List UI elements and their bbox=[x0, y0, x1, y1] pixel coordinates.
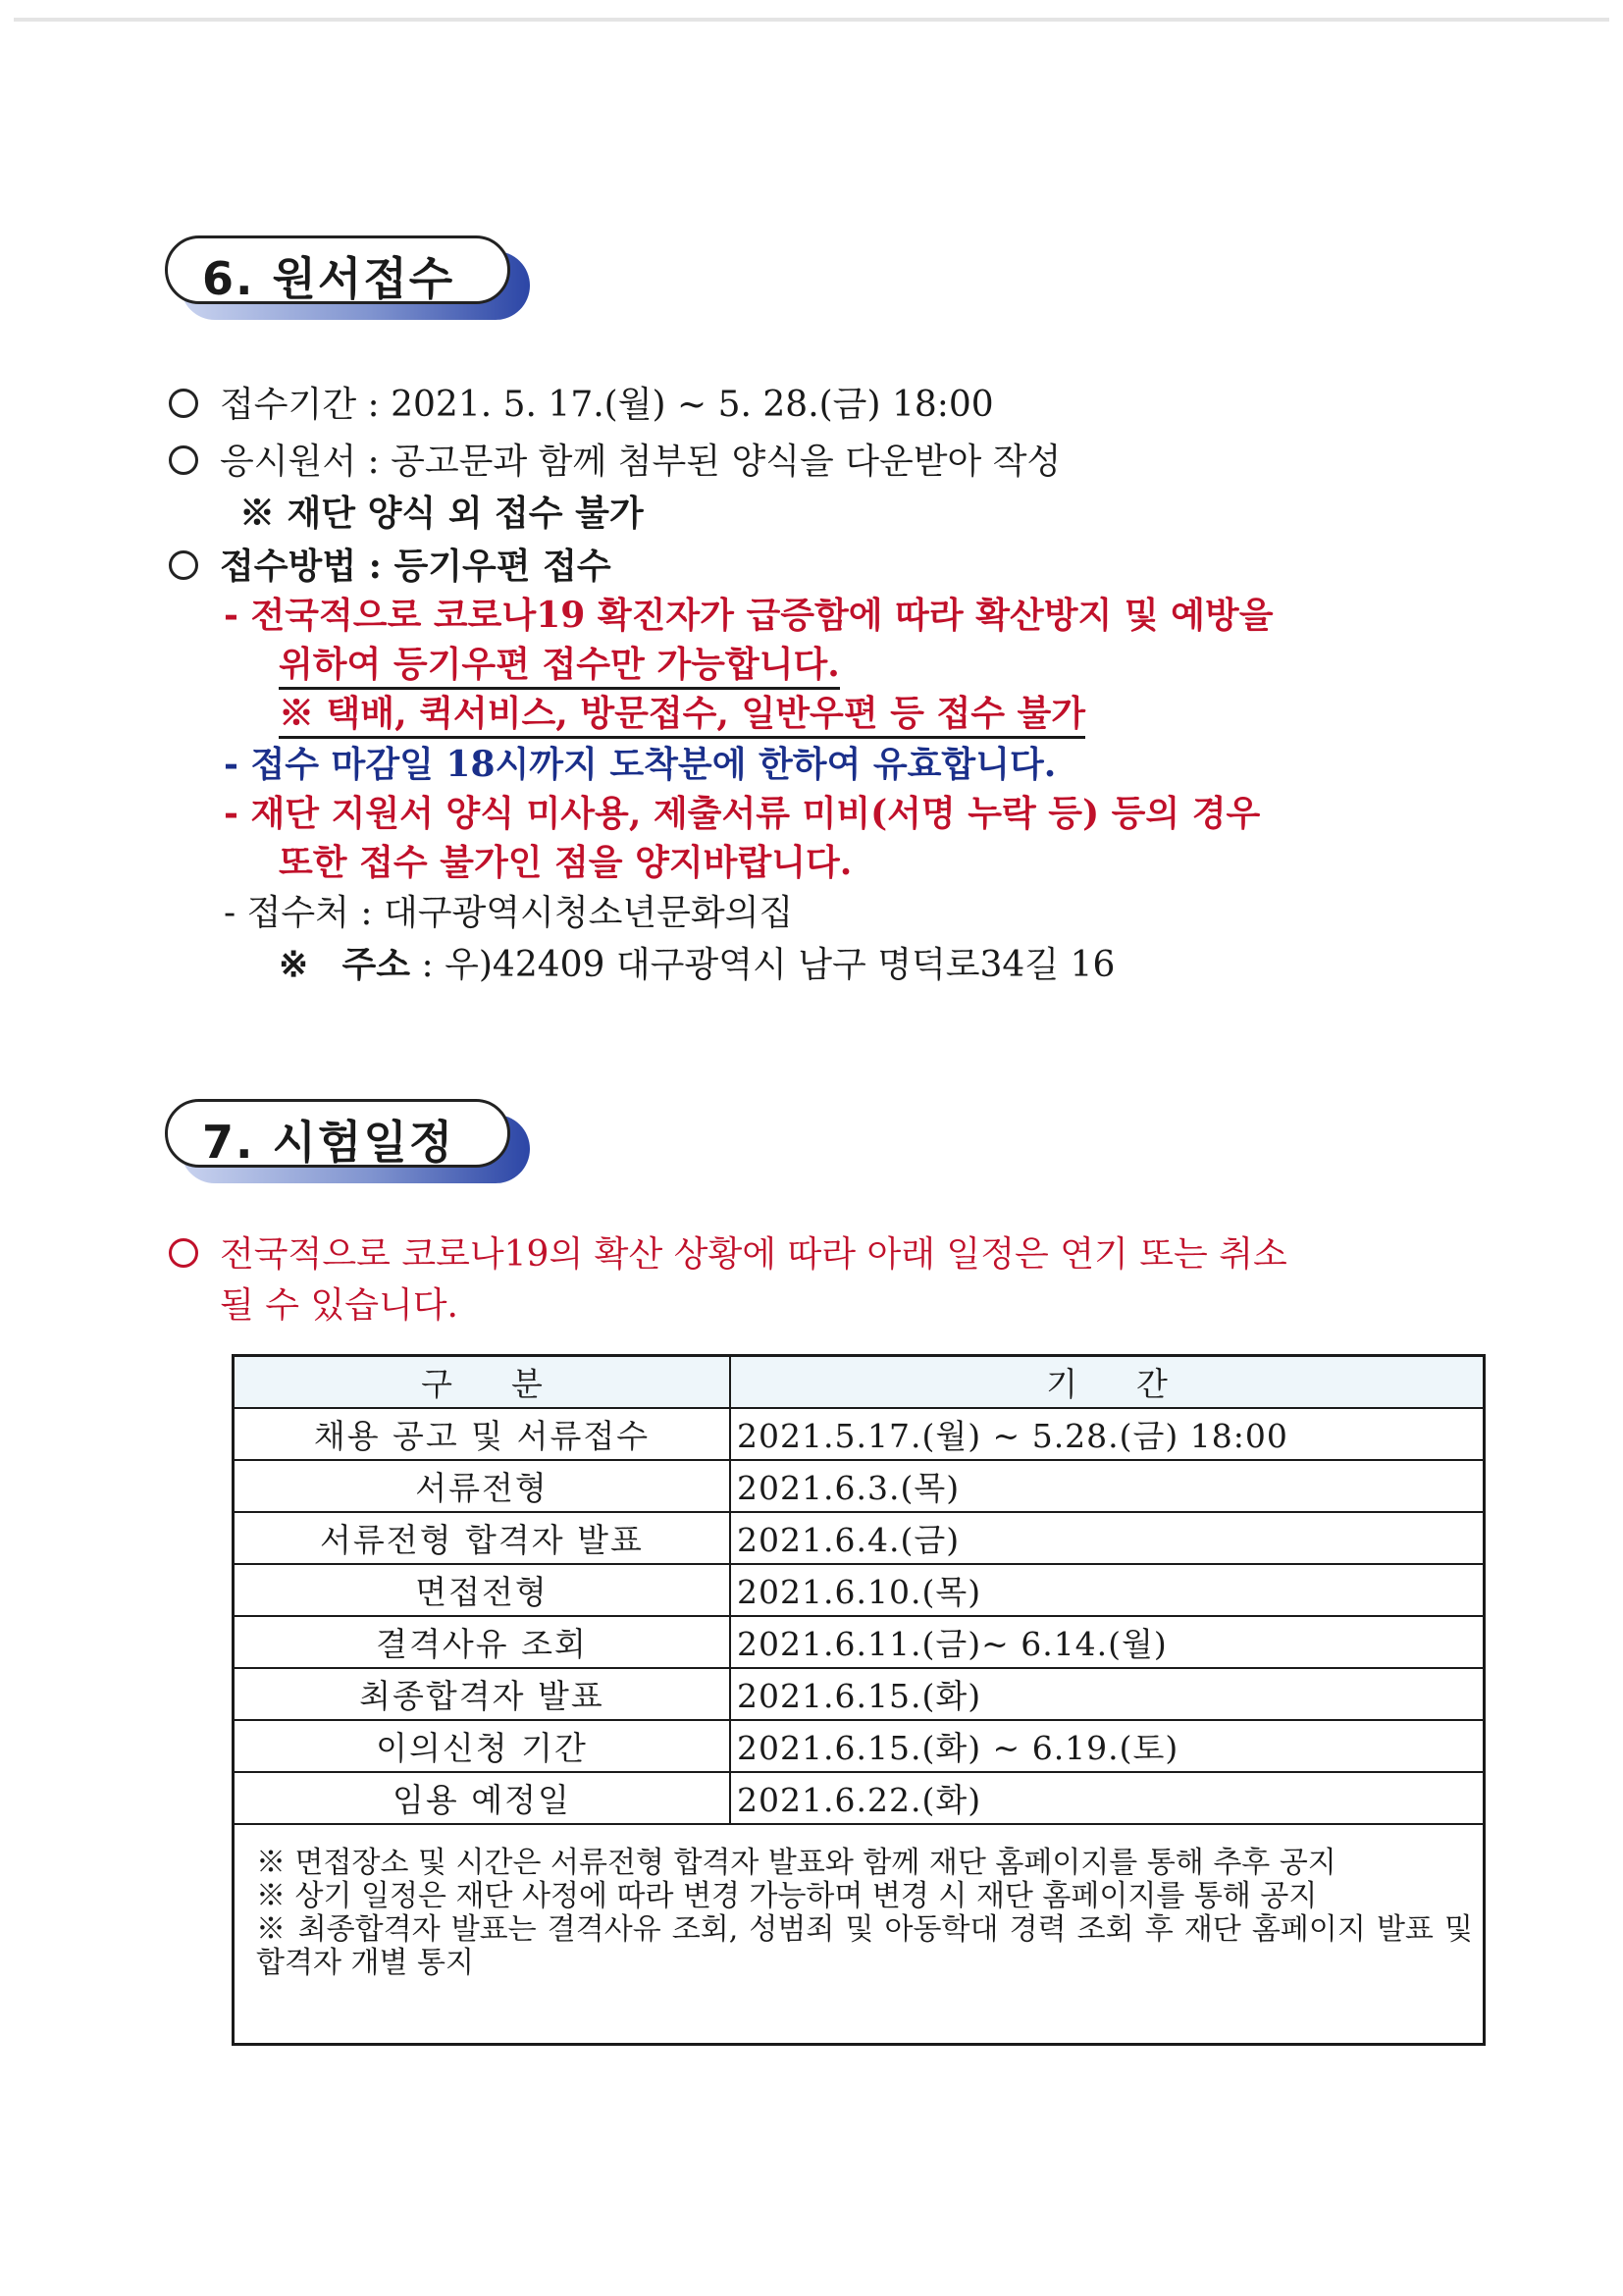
covid-notice-line-2: 위하여 등기우편 접수만 가능합니다. bbox=[279, 642, 840, 687]
circle-bullet-icon bbox=[169, 389, 198, 418]
application-form: 응시원서 : 공고문과 함께 첨부된 양식을 다운받아 작성 bbox=[169, 440, 1061, 485]
table-row: 면접전형 2021.6.10.(목) bbox=[234, 1564, 1485, 1616]
circle-bullet-icon bbox=[169, 1238, 198, 1268]
schedule-note: ※ 최종합격자 발표는 결격사유 조회, 성범죄 및 아동학대 경력 조회 후 재단 홈페이지 발표 및 합격자 개별 통지 bbox=[256, 1912, 1473, 1980]
schedule-note: ※ 상기 일정은 재단 사정에 따라 변경 가능하며 변경 시 재단 홈페이지를 통해 공지 bbox=[256, 1879, 1318, 1913]
table-row: 결격사유 조회 2021.6.11.(금)~ 6.14.(월) bbox=[234, 1616, 1485, 1668]
schedule-notice-line-1: 전국적으로 코로나19의 확산 상황에 따라 아래 일정은 연기 또는 취소 bbox=[169, 1232, 1287, 1278]
schedule-notice-line-2: 될 수 있습니다. bbox=[220, 1285, 458, 1326]
receiving-address: ※ 주소 : 우)42409 대구광역시 남구 명덕로34길 16 bbox=[279, 944, 1116, 985]
header-period: 기간 bbox=[730, 1356, 1485, 1409]
table-notes bbox=[234, 1824, 1485, 2045]
covid-notice-line-1: - 전국적으로 코로나19 확진자가 급증함에 따라 확산방지 및 예방을 bbox=[224, 595, 1274, 636]
table-row: 서류전형 합격자 발표 2021.6.4.(금) bbox=[234, 1512, 1485, 1564]
table-row: 채용 공고 및 서류접수 2021.5.17.(월) ~ 5.28.(금) 18:00 bbox=[234, 1408, 1485, 1460]
section-7-header bbox=[165, 1099, 538, 1187]
application-period: 접수기간 : 2021. 5. 17.(월) ~ 5. 28.(금) 18:00 bbox=[169, 383, 994, 428]
table-row: 임용 예정일 2021.6.22.(화) bbox=[234, 1772, 1485, 1824]
section-7-title: 7. 시험일정 bbox=[202, 1116, 455, 1169]
section-6-title: 6. 원서접수 bbox=[202, 252, 455, 305]
circle-bullet-icon bbox=[169, 550, 198, 580]
table-row: 이의신청 기간 2021.6.15.(화) ~ 6.19.(토) bbox=[234, 1720, 1485, 1772]
table-header-row bbox=[234, 1356, 1485, 1409]
table-row: 서류전형 2021.6.3.(목) bbox=[234, 1460, 1485, 1512]
receiving-place: - 접수처 : 대구광역시청소년문화의집 bbox=[224, 893, 794, 933]
section-6-header bbox=[165, 235, 538, 324]
form-note: ※ 재단 양식 외 접수 불가 bbox=[239, 493, 644, 534]
table-row: 최종합격자 발표 2021.6.15.(화) bbox=[234, 1668, 1485, 1720]
page-top-border bbox=[14, 18, 1609, 22]
form-warning-line-1: - 재단 지원서 양식 미사용, 제출서류 미비(서명 누락 등) 등의 경우 bbox=[224, 793, 1261, 834]
deadline-notice: - 접수 마감일 18시까지 도착분에 한하여 유효합니다. bbox=[224, 744, 1057, 785]
schedule-table bbox=[232, 1354, 1486, 2046]
form-warning-line-2: 또한 접수 불가인 점을 양지바랍니다. bbox=[279, 842, 853, 883]
covid-notice-line-3: ※ 택배, 퀵서비스, 방문접수, 일반우편 등 접수 불가 bbox=[279, 691, 1085, 736]
header-category: 구분 bbox=[234, 1356, 731, 1409]
table-notes-row bbox=[234, 1824, 1485, 2045]
circle-bullet-icon bbox=[169, 445, 198, 475]
schedule-note: ※ 면접장소 및 시간은 서류전형 합격자 발표와 함께 재단 홈페이지를 통해 추후 공지 bbox=[256, 1846, 1336, 1880]
application-method: 접수방법 : 등기우편 접수 bbox=[169, 544, 611, 589]
